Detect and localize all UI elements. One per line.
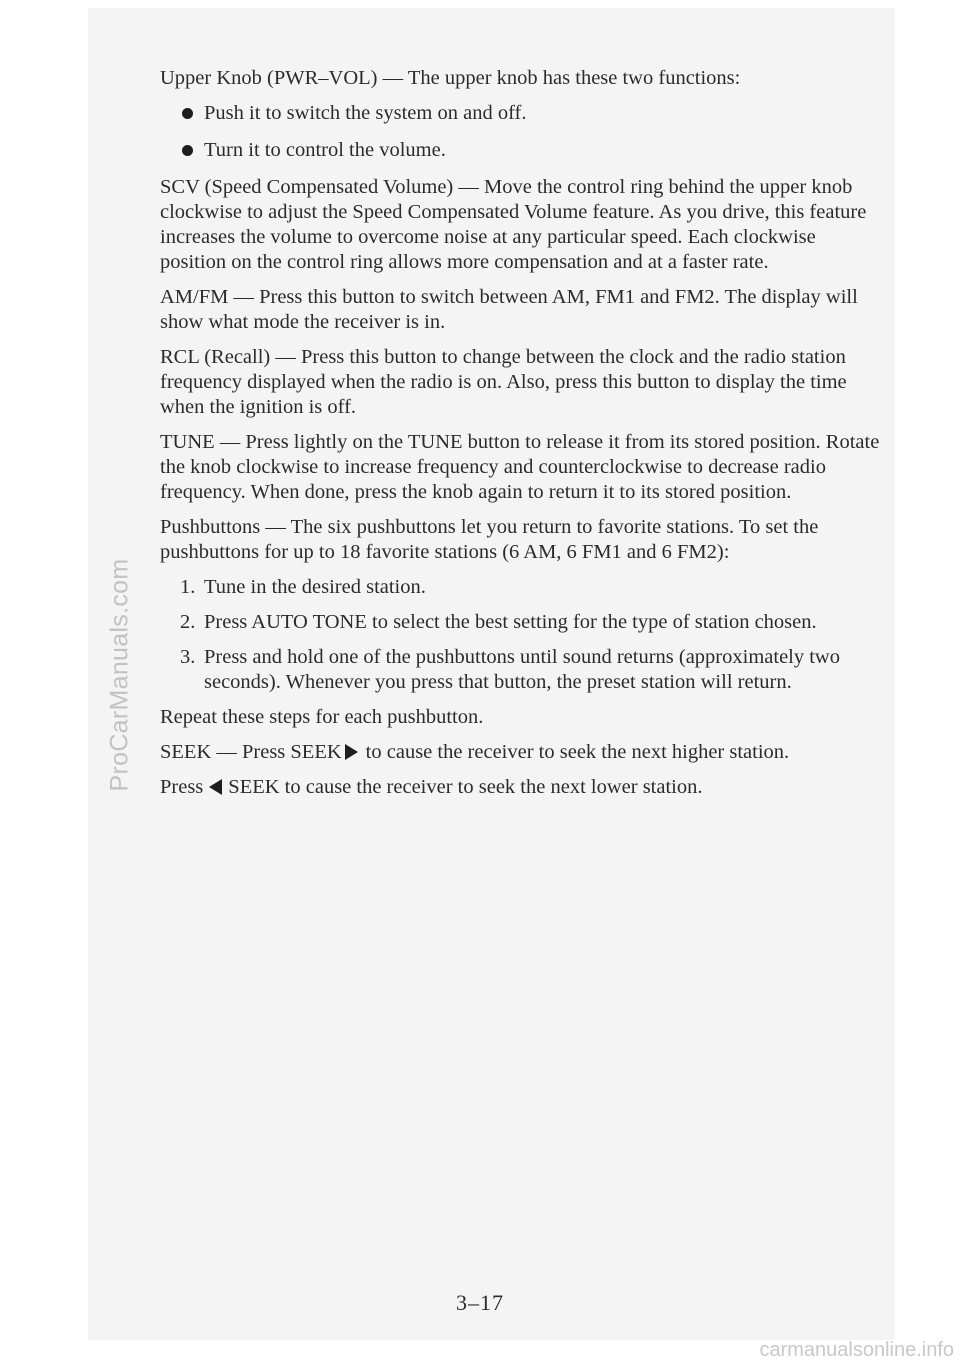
step-item bbox=[160, 610, 880, 635]
step-number: 1. bbox=[180, 576, 196, 598]
intro-paragraph: Upper Knob (PWR–VOL) — The upper knob has these two functions: bbox=[160, 67, 741, 89]
bullet-text: Turn it to control the volume. bbox=[204, 139, 446, 161]
seek-down-rest: SEEK to cause the receiver to seek the next lower station. bbox=[228, 776, 703, 798]
page-content bbox=[160, 66, 880, 810]
amfm-paragraph: AM/FM — Press this button to switch between AM, FM1 and FM2. The display will show what mode the receiver is in. bbox=[160, 286, 858, 333]
bullet-text: Push it to switch the system on and off. bbox=[204, 102, 527, 124]
step-number: 2. bbox=[180, 611, 196, 633]
steps-list bbox=[160, 575, 880, 695]
repeat-paragraph: Repeat these steps for each pushbutton. bbox=[160, 706, 484, 728]
pushbuttons-paragraph: Pushbuttons — The six pushbuttons let you return to favorite stations. To set the pushbuttons for up to 18 favorite stations (6 AM, 6 FM1 and 6 FM2): bbox=[160, 516, 819, 563]
seek-up-rest: to cause the receiver to seek the next higher station. bbox=[365, 741, 790, 763]
seek-down-paragraph bbox=[160, 775, 880, 800]
seek-down-lead: Press bbox=[160, 776, 204, 798]
bullet-item bbox=[160, 138, 880, 163]
tune-paragraph: TUNE — Press lightly on the TUNE button to release it from its stored position. Rotate the knob clockwise to increase frequency and counterclockwise to decrease radio frequency. When done, press the knob again to return it to its stored position. bbox=[160, 431, 880, 503]
bottom-watermark: carmanualsonline.info bbox=[759, 1339, 954, 1361]
step-number: 3. bbox=[180, 646, 196, 668]
step-item bbox=[160, 645, 880, 695]
bullet-item bbox=[160, 101, 880, 126]
triangle-right-icon bbox=[345, 744, 358, 760]
seek-up-paragraph bbox=[160, 740, 880, 765]
bullet-dot-icon bbox=[182, 108, 193, 119]
bullet-list bbox=[160, 101, 880, 163]
rcl-paragraph: RCL (Recall) — Press this button to change between the clock and the radio station frequency displayed when the radio is on. Also, press this button to display the time when the ignition is off. bbox=[160, 346, 847, 418]
step-text: Tune in the desired station. bbox=[204, 576, 426, 598]
step-text: Press AUTO TONE to select the best setting for the type of station chosen. bbox=[204, 611, 817, 633]
triangle-left-icon bbox=[209, 779, 222, 795]
seek-up-lead: SEEK — Press SEEK bbox=[160, 741, 342, 763]
step-text: Press and hold one of the pushbuttons until sound returns (approximately two seconds). Whenever you press that button, the preset station will return. bbox=[204, 646, 840, 693]
step-item bbox=[160, 575, 880, 600]
scv-paragraph: SCV (Speed Compensated Volume) — Move the control ring behind the upper knob clockwise to adjust the Speed Compensated Volume feature. As you drive, this feature increases the volume to overcome noise at any particular speed. Each clockwise position on the control ring allows more compensation and at a faster rate. bbox=[160, 176, 867, 273]
bullet-dot-icon bbox=[182, 145, 193, 156]
page-number: 3–17 bbox=[456, 1290, 504, 1315]
side-watermark: ProCarManuals.com bbox=[105, 558, 134, 792]
